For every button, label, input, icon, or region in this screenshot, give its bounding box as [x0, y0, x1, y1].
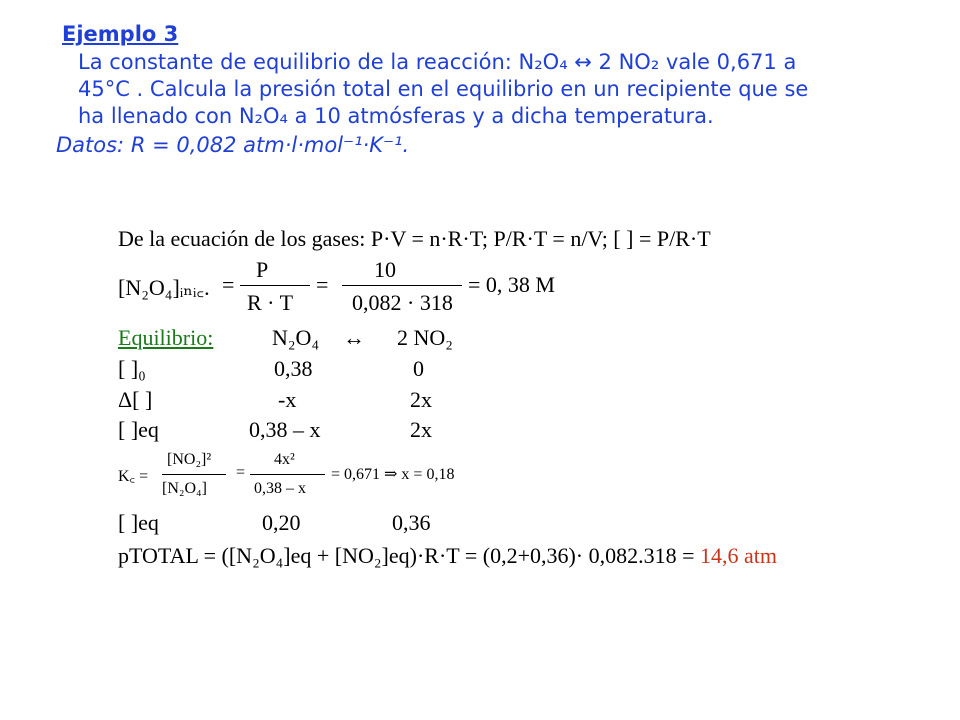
ptotal-expression: pTOTAL = ([N₂O₄]eq + [NO₂]eq)·R·T = (0,2+0,36)· 0,082.318 = — [118, 543, 695, 568]
fraction-2-bar — [342, 285, 462, 286]
kc-fraction-2-bar — [250, 474, 325, 475]
gas-equation: De la ecuación de los gases: P·V = n·R·T; P/R·T = n/V; [ ] = P/R·T — [118, 226, 711, 251]
kc-lhs: K꜀ = — [118, 468, 149, 485]
problem-data-line: Datos: R = 0,082 atm·l·mol⁻¹·K⁻¹. — [56, 133, 410, 157]
initial-conc-eq1: = — [222, 272, 235, 297]
row-eq-reactant: 0,38 – x — [249, 417, 321, 442]
table-header-product: 2 NO₂ — [397, 325, 453, 350]
kc-fraction-1-numerator: [NO₂]² — [167, 451, 212, 468]
kc-fraction-1-denominator: [N₂O₄] — [162, 480, 207, 497]
fraction-1-bar — [240, 285, 310, 286]
table-header-reactant: N₂O₄ — [272, 325, 320, 350]
row-initial-product: 0 — [413, 356, 424, 381]
row-eq-label: [ ]eq — [118, 417, 159, 442]
problem-line-1: La constante de equilibrio de la reacción: N₂O₄ ↔ 2 NO₂ vale 0,671 a — [78, 50, 797, 74]
final-row-reactant: 0,20 — [262, 510, 301, 535]
initial-conc-result: = 0, 38 M — [468, 272, 555, 297]
kc-result: = 0,671 ⇒ x = 0,18 — [331, 466, 455, 483]
initial-conc-eq2: = — [316, 272, 329, 297]
row-change-product: 2x — [410, 387, 432, 412]
problem-line-2: 45°C . Calcula la presión total en el equilibrio en un recipiente que se — [78, 77, 809, 101]
table-header-arrow: ↔ — [343, 325, 365, 350]
example-title: Ejemplo 3 — [62, 22, 179, 46]
fraction-1-denominator: R · T — [247, 290, 294, 315]
ptotal-answer: 14,6 atm — [700, 543, 778, 568]
fraction-1-numerator: P — [256, 257, 269, 282]
fraction-2-denominator: 0,082 · 318 — [352, 290, 453, 315]
row-change-label: Δ[ ] — [118, 387, 153, 412]
kc-eq: = — [236, 464, 246, 481]
initial-conc-lhs: [N₂O₄]ᵢₙᵢ꜀. — [118, 275, 210, 300]
row-initial-reactant: 0,38 — [274, 356, 313, 381]
kc-fraction-2-denominator: 0,38 – x — [254, 480, 306, 497]
kc-fraction-1-bar — [162, 474, 226, 475]
equilibrium-label: Equilibrio: — [118, 325, 214, 350]
kc-fraction-2-numerator: 4x² — [274, 451, 295, 468]
problem-line-3: ha llenado con N₂O₄ a 10 atmósferas y a dicha temperatura. — [78, 104, 714, 128]
row-initial-label: [ ]₀ — [118, 356, 146, 381]
fraction-2-numerator: 10 — [374, 257, 396, 282]
final-row-label: [ ]eq — [118, 510, 159, 535]
ptotal-line — [118, 543, 777, 569]
row-change-reactant: -x — [278, 387, 297, 412]
row-eq-product: 2x — [410, 417, 432, 442]
final-row-product: 0,36 — [392, 510, 431, 535]
